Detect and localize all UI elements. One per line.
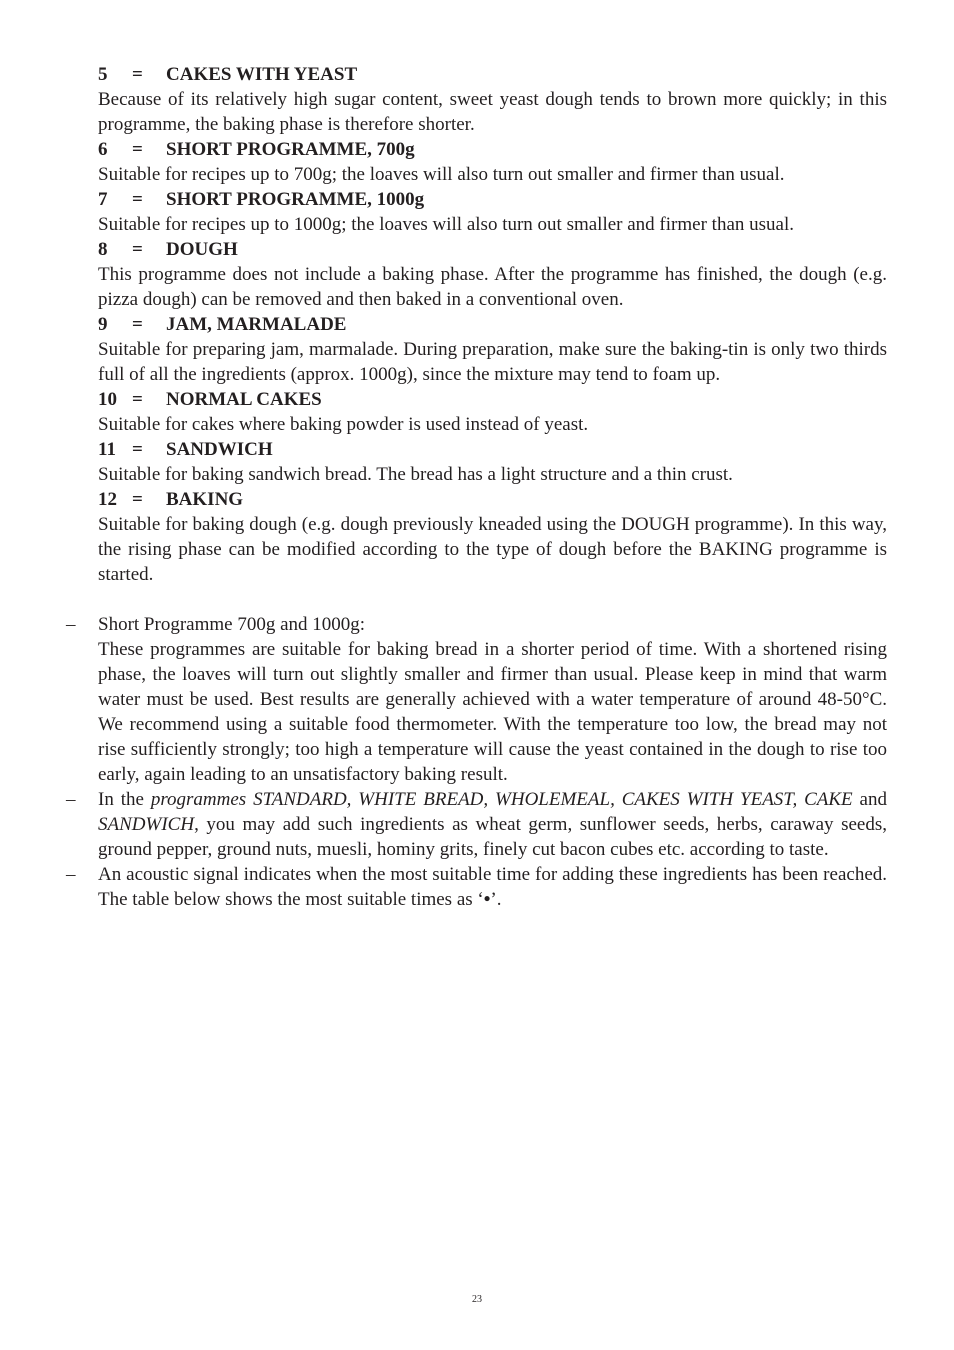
programme-heading [98, 237, 887, 262]
programme-number: 8 [98, 239, 108, 260]
document-page [66, 62, 887, 912]
equals-sign: = [132, 389, 143, 410]
programme-10 [98, 387, 887, 437]
programme-9 [98, 312, 887, 387]
programme-title: DOUGH [166, 239, 238, 260]
programme-heading [98, 437, 887, 462]
equals-sign: = [132, 139, 143, 160]
note-italic-sandwich: SANDWICH [98, 814, 195, 835]
note-text: In the [98, 789, 151, 810]
note-text: , you may add such ingredients as wheat germ, sunflower seeds, herbs, caraway seeds, ground pepper, ground nuts, muesli, hominy grits, finely cut bacon cubes etc. according to taste. [98, 814, 887, 860]
programme-number: 12 [98, 489, 117, 510]
note-italic-programmes: programmes STANDARD, WHITE BREAD, WHOLEMEAL, CAKES WITH YEAST, CAKE [150, 789, 853, 810]
programme-description: This programme does not include a baking phase. After the programme has finished, the dough (e.g. pizza dough) can be removed and then baked in a conventional oven. [98, 264, 887, 310]
programme-title: SHORT PROGRAMME, 700g [166, 139, 415, 160]
programme-title: BAKING [166, 489, 244, 510]
programme-heading [98, 187, 887, 212]
programme-heading [98, 137, 887, 162]
programme-heading [98, 62, 887, 87]
programme-title: SHORT PROGRAMME, 1000g [166, 189, 425, 210]
programme-number: 6 [98, 139, 108, 160]
programme-number: 10 [98, 389, 117, 410]
programme-7 [98, 187, 887, 237]
programme-11 [98, 437, 887, 487]
programme-description: Suitable for recipes up to 1000g; the loaves will also turn out smaller and firmer than usual. [98, 214, 794, 235]
programme-heading [98, 387, 887, 412]
note-signal [66, 862, 887, 912]
note-short-programme [66, 612, 887, 787]
programme-12 [98, 487, 887, 587]
programme-title: SANDWICH [166, 439, 273, 460]
programme-number: 9 [98, 314, 108, 335]
programme-6 [98, 137, 887, 187]
bullet-symbol: • [483, 889, 491, 910]
programme-description: Suitable for preparing jam, marmalade. During preparation, make sure the baking-tin is only two thirds full of all the ingredients (approx. 1000g), since the mixture may tend to foam up. [98, 339, 887, 385]
equals-sign: = [132, 239, 143, 260]
programme-5 [98, 62, 887, 137]
programme-description: Suitable for recipes up to 700g; the loaves will also turn out smaller and firmer than usual. [98, 164, 785, 185]
equals-sign: = [132, 439, 143, 460]
programme-number: 5 [98, 64, 108, 85]
dash-bullet: – [66, 789, 76, 810]
programme-heading [98, 487, 887, 512]
notes-list [66, 612, 887, 912]
note-text: An acoustic signal indicates when the most suitable time for adding these ingredients has been reached. The table below shows the most suitable times as ‘ [98, 864, 887, 910]
equals-sign: = [132, 489, 143, 510]
programme-description: Suitable for baking dough (e.g. dough previously kneaded using the DOUGH programme). In this way, the rising phase can be modified according to the type of dough before the BAKING programme is started. [98, 514, 887, 585]
equals-sign: = [132, 189, 143, 210]
equals-sign: = [132, 64, 143, 85]
programme-number: 7 [98, 189, 108, 210]
dash-bullet: – [66, 864, 76, 885]
programme-8 [98, 237, 887, 312]
programme-title: JAM, MARMALADE [166, 314, 347, 335]
programme-description: Because of its relatively high sugar content, sweet yeast dough tends to brown more quickly; in this programme, the baking phase is therefore shorter. [98, 89, 887, 135]
programme-description: Suitable for baking sandwich bread. The bread has a light structure and a thin crust. [98, 464, 733, 485]
equals-sign: = [132, 314, 143, 335]
programme-number: 11 [98, 439, 116, 460]
programme-heading [98, 312, 887, 337]
note-body: These programmes are suitable for baking bread in a shorter period of time. With a shortened rising phase, the loaves will turn out slightly smaller and firmer than usual. Please keep in mind that warm water must be used. Best results are generally achieved with a water temperature of around 48-50°C. We recommend using a suitable food thermometer. With the temperature too low, the bread may not rise sufficiently strongly; too high a temperature will cause the yeast contained in the dough to rise too early, again leading to an unsatisfactory baking result. [98, 639, 887, 785]
programme-title: NORMAL CAKES [166, 389, 322, 410]
note-lead: Short Programme 700g and 1000g: [98, 614, 366, 635]
note-text: and [852, 789, 887, 810]
note-additions [66, 787, 887, 862]
note-text: ’. [490, 889, 502, 910]
page-number: 23 [472, 1294, 482, 1305]
dash-bullet: – [66, 614, 76, 635]
programme-title: CAKES WITH YEAST [166, 64, 358, 85]
programme-description: Suitable for cakes where baking powder is used instead of yeast. [98, 414, 589, 435]
